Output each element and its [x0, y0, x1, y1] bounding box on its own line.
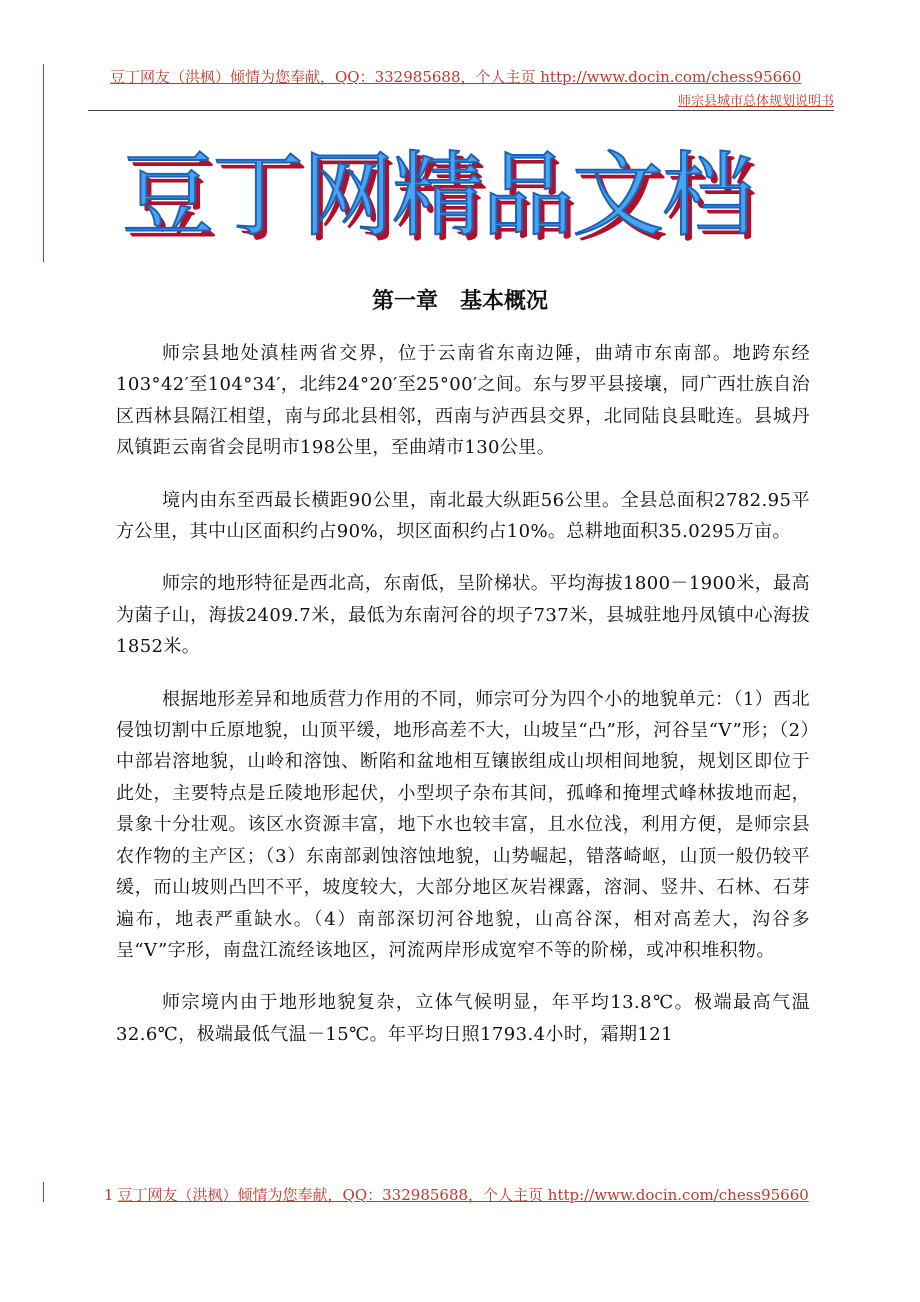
footer-margin-bar	[43, 1182, 44, 1202]
paragraph: 师宗县地处滇桂两省交界，位于云南省东南边陲，曲靖市东南部。地跨东经103°42′至104°34′，北纬24°20′至25°00′之间。东与罗平县接壤，同广西壮族自治区西林县隔江相望，南与邱北县相邻，西南与泸西县交界，北同陆良县毗连。县城丹凤镇距云南省会昆明市198公里，至曲靖市130公里。	[116, 343, 810, 459]
header-margin-bar	[43, 64, 44, 262]
header-doc-title: 师宗县城市总体规划说明书	[677, 94, 834, 109]
paragraph: 师宗境内由于地形地貌复杂，立体气候明显，年平均13.8℃。极端最高气温32.6℃，极端最低气温－15℃。年平均日照1793.4小时，霜期121	[116, 992, 810, 1045]
page-number: 1	[104, 1186, 114, 1204]
paragraph: 根据地形差异和地质营力作用的不同，师宗可分为四个小的地貌单元：（1）西北侵蚀切割中丘原地貌，山顶平缓，地形高差不大，山坡呈“凸”形，河谷呈“V”形；（2）中部岩溶地貌，山岭和溶蚀、断陷和盆地相互镶嵌组成山坝相间地貌，规划区即位于此处，主要特点是丘陵地形起伏，小型坝子杂布其间，孤峰和掩埋式峰林拔地而起，景象十分壮观。该区水资源丰富，地下水也较丰富，且水位浅，利用方便，是师宗县农作物的主产区；（3）东南部剥蚀溶蚀地貌，山势崛起，错落崎岖，山顶一般仍较平缓，而山坡则凸凹不平，坡度较大，大部分地区灰岩裸露，溶洞、竖井、石林、石芽遍布，地表严重缺水。（4）南部深切河谷地貌，山高谷深，相对高差大，沟谷多呈“V”字形，南盘江流经该地区，河流两岸形成宽窄不等的阶梯，或冲积堆积物。	[116, 688, 810, 961]
header-divider	[88, 110, 834, 111]
header-promo-link[interactable]: 豆丁网友（洪枫）倾情为您奉献，QQ：332985688，个人主页 http://www.docin.com/chess95660	[110, 68, 802, 86]
paragraph: 境内由东至西最长横距90公里，南北最大纵距56公里。全县总面积2782.95平方公里，其中山区面积约占90%，坝区面积约占10%。总耕地面积35.0295万亩。	[116, 489, 810, 543]
paragraph: 师宗的地形特征是西北高，东南低，呈阶梯状。平均海拔1800－1900米，最高为菌子山，海拔2409.7米，最低为东南河谷的坝子737米，县城驻地丹凤镇中心海拔1852米。	[116, 573, 810, 658]
document-body	[116, 338, 810, 1071]
footer-promo-link[interactable]: 豆丁网友（洪枫）倾情为您奉献，QQ：332985688，个人主页 http://www.docin.com/chess95660	[117, 1186, 809, 1204]
banner-title: 豆丁网精品文档	[122, 142, 753, 249]
footer	[104, 1184, 809, 1205]
chapter-title: 第一章 基本概况	[371, 289, 548, 314]
